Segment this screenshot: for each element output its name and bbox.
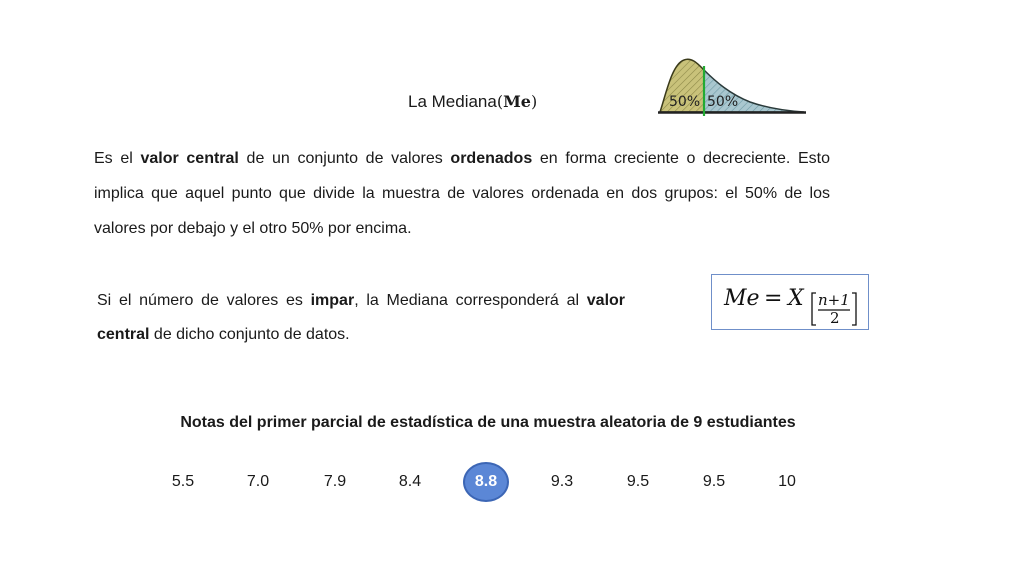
median-formula [711,274,869,330]
grade-value-6: 9.3 [550,473,574,490]
title-text: La Mediana [408,92,497,111]
sample-caption: Notas del primer parcial de estadística de una muestra aleatoria de 9 estudiantes [180,414,796,431]
grade-value-4: 8.4 [398,473,422,490]
grade-value-7: 9.5 [626,473,650,490]
grades-list [0,470,1024,500]
left-percent-label: 50% [669,94,701,110]
grade-value-8: 9.5 [702,473,726,490]
formula-equals: = [764,286,783,311]
definition-paragraph: Es el valor central de un conjunto de valores ordenados en forma creciente o decreciente. Esto implica que aquel punto que divide la muestra de valores ordenada en dos grupos: el 50% de los valores por debajo y el otro 50% por encima. [94,150,830,237]
right-bracket [852,293,856,325]
grade-value-3: 7.9 [323,473,347,490]
grade-value-2: 7.0 [246,473,270,490]
slide-title [408,92,537,112]
title-open-paren: ( [496,92,504,111]
skewed-distribution-illustration [654,54,810,118]
formula-numerator: n+1 [818,291,850,309]
grade-value-9: 10 [778,473,796,490]
formula-lhs: Me [724,286,760,311]
title-symbol: Me [503,92,531,111]
keyword-valor-central-2: valor central [97,292,626,343]
grade-value-1: 5.5 [171,473,195,490]
formula-denominator: 2 [830,309,840,327]
keyword-impar: impar [310,292,355,309]
formula-var: X [788,286,804,311]
keyword-ordenados: ordenados [450,150,533,167]
grade-value-median: 8.8 [474,473,498,490]
keyword-valor-central: valor central [140,150,239,167]
title-close-paren: ) [530,92,538,111]
odd-case-paragraph: Si el número de valores es impar, la Mediana corresponderá al valor central de dicho conjunto de datos. [97,292,626,343]
left-bracket [812,293,816,325]
right-percent-label: 50% [707,94,739,110]
